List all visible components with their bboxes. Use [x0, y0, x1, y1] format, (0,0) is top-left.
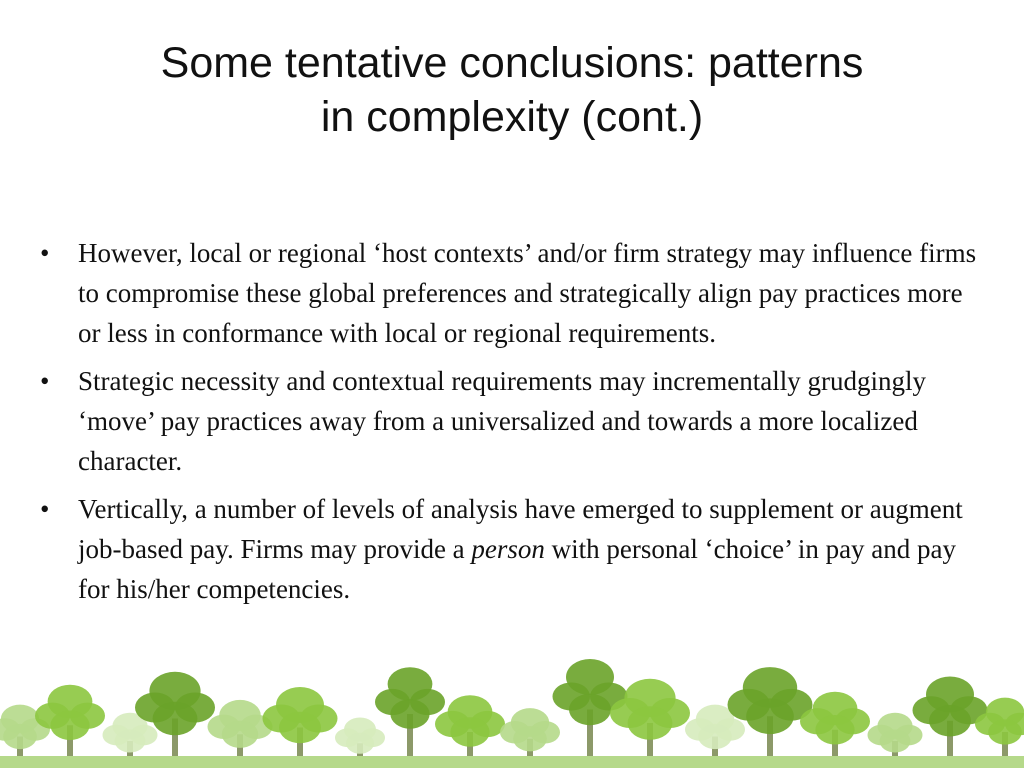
bullet-item	[40, 489, 990, 609]
bullet-marker: •	[40, 366, 50, 396]
grass-strip	[0, 756, 1024, 768]
bullet-item	[40, 361, 990, 481]
bullet-text-after: with personal ‘choice’ in pay and pay for his/her competencies.	[78, 534, 957, 604]
tree-icon	[263, 687, 338, 768]
bullet-text-before: Vertically, a number of levels of analysis have emerged to supplement or augment job-based pay. Firms may provide a	[78, 494, 963, 564]
bullet-item	[40, 233, 990, 353]
tree-icon	[728, 667, 813, 768]
tree-border-icon	[0, 598, 1024, 768]
tree-icon	[375, 667, 445, 768]
slide-title-line-2: in complexity (cont.)	[320, 93, 704, 141]
bullet-marker: •	[40, 494, 50, 524]
slide-title-line-1: Some tentative conclusions: patterns	[160, 39, 864, 87]
bullet-text: Strategic necessity and contextual requirements may incrementally grudgingly ‘move’ pay practices away from a universalized and towards a more localized character.	[78, 366, 926, 476]
bullet-text: However, local or regional ‘host contexts’ and/or firm strategy may influence firms to compromise these global preferences and strategically align pay practices more or less in conformance with local or regional requirements.	[78, 238, 977, 348]
bullet-list	[40, 233, 990, 617]
tree-icon	[35, 685, 105, 768]
bullet-marker: •	[40, 238, 50, 268]
slide-title	[40, 36, 984, 144]
tree-icon	[135, 672, 215, 768]
bullet-emphasis: person	[471, 534, 545, 564]
